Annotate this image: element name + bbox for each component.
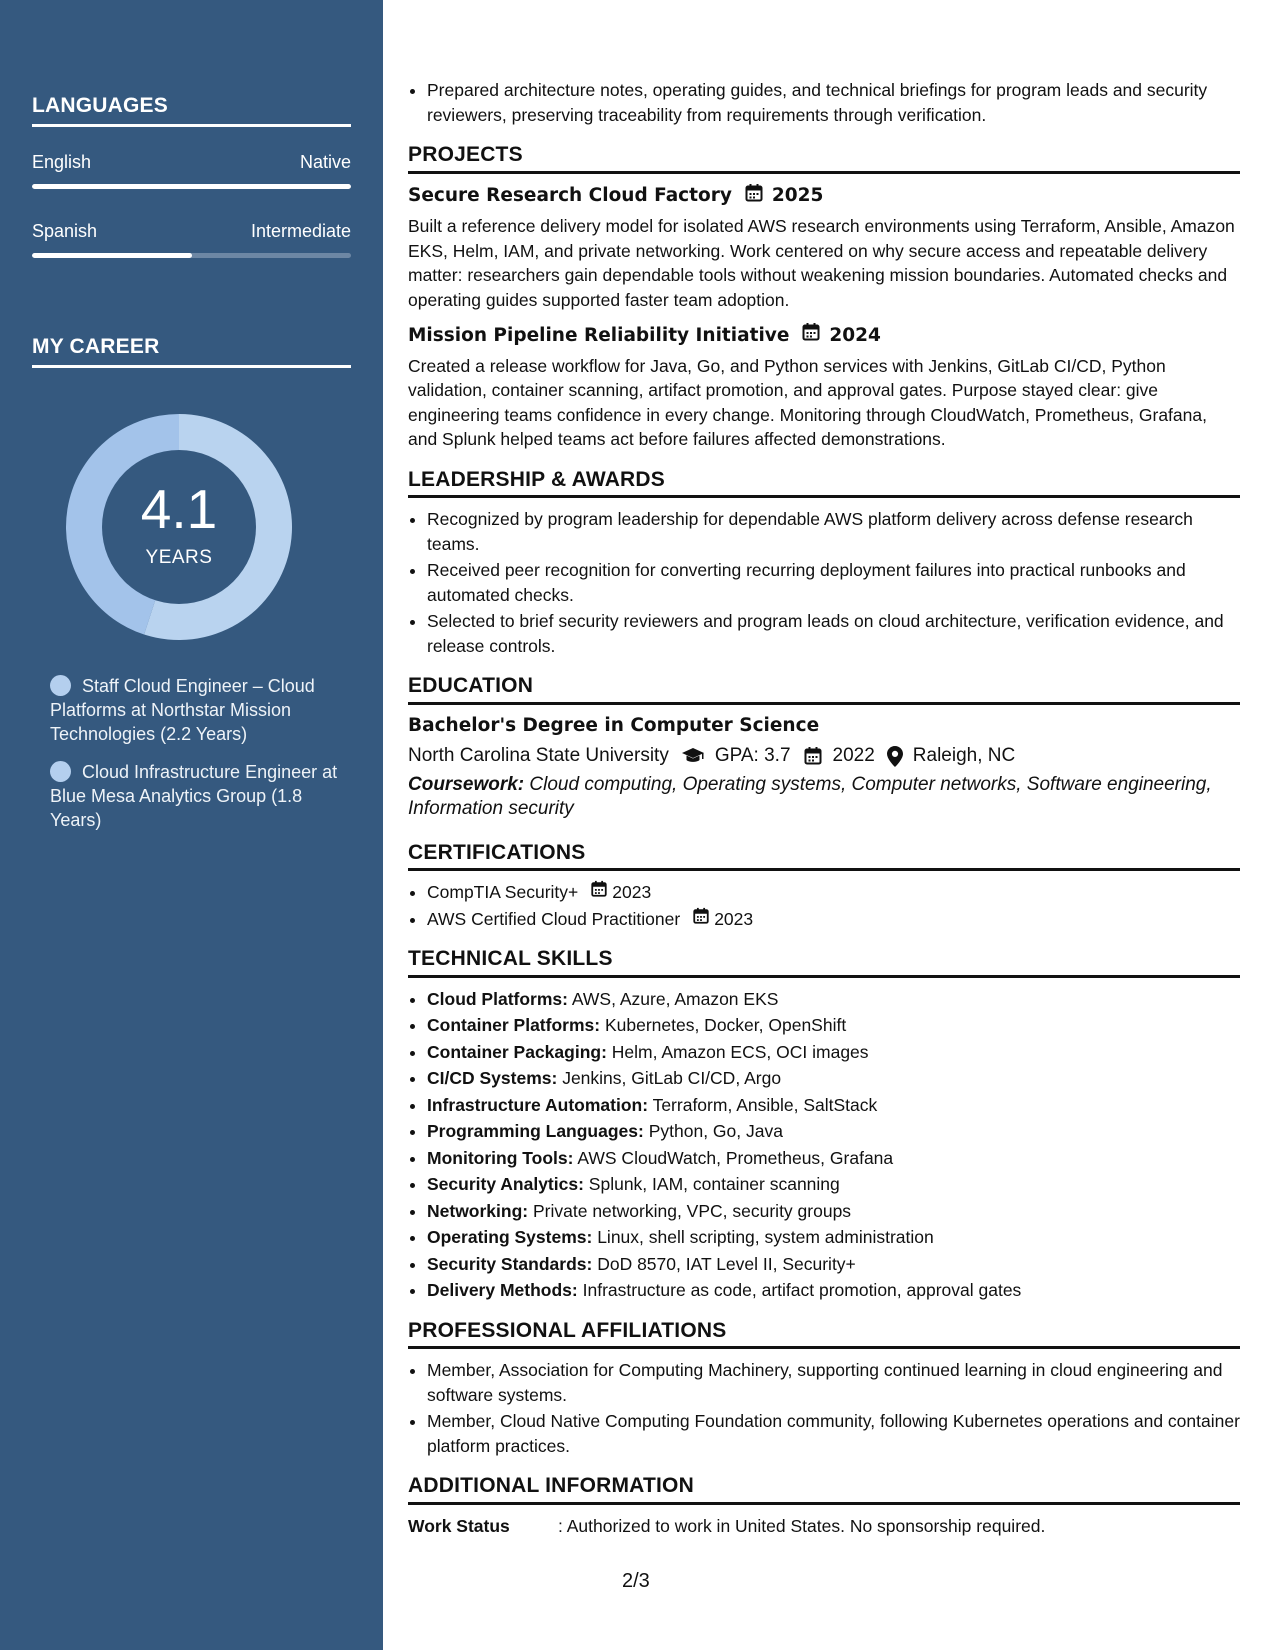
project-title-row <box>408 322 1240 350</box>
skill-item <box>427 1199 1240 1224</box>
affiliations-list <box>408 1358 1240 1458</box>
career-dot-icon <box>50 675 71 696</box>
calendar-icon <box>590 880 608 905</box>
skill-item <box>427 1040 1240 1065</box>
career-total-value: 4.1 <box>140 477 218 540</box>
education-heading: EDUCATION <box>408 674 1240 705</box>
sidebar <box>0 0 383 1650</box>
languages-heading: LANGUAGES <box>32 94 351 127</box>
education-meta <box>408 744 1240 769</box>
skill-label: Security Standards: <box>427 1253 593 1274</box>
list-item: • Selected to brief security reviewers and program leads on cloud architecture, verification evidence, and release controls. <box>427 609 1240 658</box>
project-title: Mission Pipeline Reliability Initiative <box>408 324 790 346</box>
language-bar-fill <box>32 184 351 189</box>
skill-label: Container Platforms: <box>427 1015 601 1035</box>
calendar-icon <box>801 322 821 350</box>
work-status-label: Work Status <box>408 1515 510 1536</box>
language-bar-fill <box>32 253 192 258</box>
list-item: • Member, Association for Computing Machinery, supporting continued learning in cloud engineering and software systems. <box>427 1358 1240 1407</box>
skill-value: Infrastructure as code, artifact promotion, approval gates <box>582 1280 1022 1300</box>
project-year: 2025 <box>771 185 824 206</box>
career-donut-hole <box>102 450 256 604</box>
project-description: Created a release workflow for Java, Go, and Python services with Jenkins, GitLab CI/CD, Python validation, container scanning, artifact promotion, and approval gates. Purpose stayed clear: give engineering teams confidence in every change. Monitoring through CloudWatch, Prometheus, Grafana, and Splunk helped teams act before failures affected demonstrations. <box>408 355 1207 449</box>
career-item <box>50 674 340 746</box>
skill-label: Infrastructure Automation: <box>427 1094 649 1115</box>
career-item <box>50 760 340 832</box>
experience-bullets <box>408 78 1240 127</box>
skill-value: AWS CloudWatch, Prometheus, Grafana <box>577 1147 894 1168</box>
certification-name: • CompTIA Security+ <box>427 882 579 902</box>
career-heading: MY CAREER <box>32 335 351 368</box>
projects-heading: PROJECTS <box>408 143 1240 174</box>
calendar-icon <box>744 183 764 211</box>
work-status-value: : Authorized to work in United States. No sponsorship required. <box>558 1515 1046 1536</box>
additional-info-heading: ADDITIONAL INFORMATION <box>408 1474 1240 1505</box>
skill-value: Helm, Amazon ECS, OCI images <box>611 1041 869 1062</box>
language-row-english <box>32 152 351 173</box>
certification-year: 2023 <box>612 882 652 902</box>
language-row-spanish <box>32 221 351 242</box>
affiliations-heading: PROFESSIONAL AFFILIATIONS <box>408 1319 1240 1350</box>
skill-value: AWS, Azure, Amazon EKS <box>571 988 779 1009</box>
project-title: Secure Research Cloud Factory <box>408 185 732 206</box>
calendar-icon <box>803 746 823 766</box>
career-donut-svg <box>66 414 292 640</box>
career-item-label: Staff Cloud Engineer – Cloud Platforms at Northstar Mission Technologies (2.2 Years) <box>50 676 315 744</box>
certification-name: • AWS Certified Cloud Practitioner <box>427 908 681 929</box>
skill-item <box>427 1278 1240 1303</box>
skill-item <box>427 1225 1240 1250</box>
certification-row <box>427 907 1240 932</box>
skill-label: Networking: <box>427 1200 529 1221</box>
language-bar-spanish <box>32 253 351 258</box>
skill-label: CI/CD Systems: <box>427 1068 558 1088</box>
skill-item <box>427 1119 1240 1144</box>
skill-item <box>427 1252 1240 1277</box>
coursework-label: Coursework: <box>408 773 525 795</box>
certifications-list <box>408 880 1240 931</box>
work-status-row <box>408 1514 1240 1539</box>
list-item: • Member, Cloud Native Computing Foundation community, following Kubernetes operations and container platform practices. <box>427 1409 1240 1458</box>
coursework <box>408 773 1240 821</box>
main-content <box>408 78 1240 1538</box>
career-total-unit: YEARS <box>145 546 213 568</box>
skills-list <box>408 987 1240 1303</box>
coursework-list: Cloud computing, Operating systems, Computer networks, Software engineering, Information security <box>408 773 1212 819</box>
project-description: Built a reference delivery model for isolated AWS research environments using Terraform, Ansible, Amazon EKS, Helm, IAM, and private networking. Work centered on why secure access and repeatable delivery matter: researchers gain dependable tools without weakening mission boundaries. Automated checks and operating guides supported faster team adoption. <box>408 216 1235 310</box>
skill-item <box>427 1172 1240 1197</box>
graduation-cap-icon <box>681 747 705 765</box>
page-number: 2/3 <box>622 1570 650 1592</box>
skill-label: Programming Languages: <box>427 1121 644 1141</box>
list-item: • Prepared architecture notes, operating guides, and technical briefings for program leads and security reviewers, preserving traceability from requirements through verification. <box>427 78 1240 127</box>
skill-value: Python, Go, Java <box>648 1121 783 1141</box>
career-item-label: Cloud Infrastructure Engineer at Blue Mesa Analytics Group (1.8 Years) <box>50 762 338 830</box>
certifications-heading: CERTIFICATIONS <box>408 841 1240 872</box>
project-entry <box>408 322 1240 452</box>
skill-label: Container Packaging: <box>427 1041 607 1062</box>
skill-value: DoD 8570, IAT Level II, Security+ <box>597 1253 856 1274</box>
skill-value: Terraform, Ansible, SaltStack <box>652 1094 878 1115</box>
location-pin-icon <box>887 746 903 767</box>
degree-title: Bachelor's Degree in Computer Science <box>408 714 820 736</box>
gpa: GPA: 3.7 <box>714 745 791 766</box>
language-bar-english <box>32 184 351 189</box>
language-name: Spanish <box>32 221 98 241</box>
school-name: North Carolina State University <box>408 745 669 766</box>
language-name: English <box>32 152 92 172</box>
skill-item <box>427 1066 1240 1091</box>
skill-value: Splunk, IAM, container scanning <box>588 1174 840 1194</box>
list-item <box>427 907 1240 932</box>
certification-row <box>427 880 1240 905</box>
skill-item <box>427 1013 1240 1038</box>
skill-label: Operating Systems: <box>427 1227 593 1247</box>
project-title-row <box>408 183 1240 211</box>
career-donut <box>66 414 292 640</box>
skill-label: Security Analytics: <box>427 1174 584 1194</box>
skill-value: Linux, shell scripting, system administration <box>597 1227 934 1247</box>
skill-label: Delivery Methods: <box>427 1280 578 1300</box>
skill-value: Kubernetes, Docker, OpenShift <box>604 1015 847 1035</box>
career-list <box>50 674 340 846</box>
list-item: • Received peer recognition for converting recurring deployment failures into practical runbooks and automated checks. <box>427 558 1240 607</box>
calendar-icon <box>692 907 710 932</box>
leadership-list <box>408 507 1240 658</box>
career-dot-icon <box>50 761 71 782</box>
skill-item <box>427 987 1240 1012</box>
certification-year: 2023 <box>714 908 754 929</box>
skill-value: Jenkins, GitLab CI/CD, Argo <box>562 1068 782 1088</box>
skill-item <box>427 1093 1240 1118</box>
skills-heading: TECHNICAL SKILLS <box>408 947 1240 978</box>
list-item: • Recognized by program leadership for dependable AWS platform delivery across defense research teams. <box>427 507 1240 556</box>
skill-label: Monitoring Tools: <box>427 1147 574 1168</box>
project-year: 2024 <box>829 324 881 346</box>
skill-item <box>427 1146 1240 1171</box>
language-level: Intermediate <box>250 221 351 241</box>
list-item <box>427 880 1240 905</box>
project-entry <box>408 183 1240 313</box>
skill-value: Private networking, VPC, security groups <box>533 1200 852 1221</box>
graduation-year: 2022 <box>832 745 875 766</box>
leadership-heading: LEADERSHIP & AWARDS <box>408 468 1240 499</box>
school-location: Raleigh, NC <box>912 745 1016 766</box>
skill-label: Cloud Platforms: <box>427 988 568 1009</box>
language-level: Native <box>299 152 351 172</box>
